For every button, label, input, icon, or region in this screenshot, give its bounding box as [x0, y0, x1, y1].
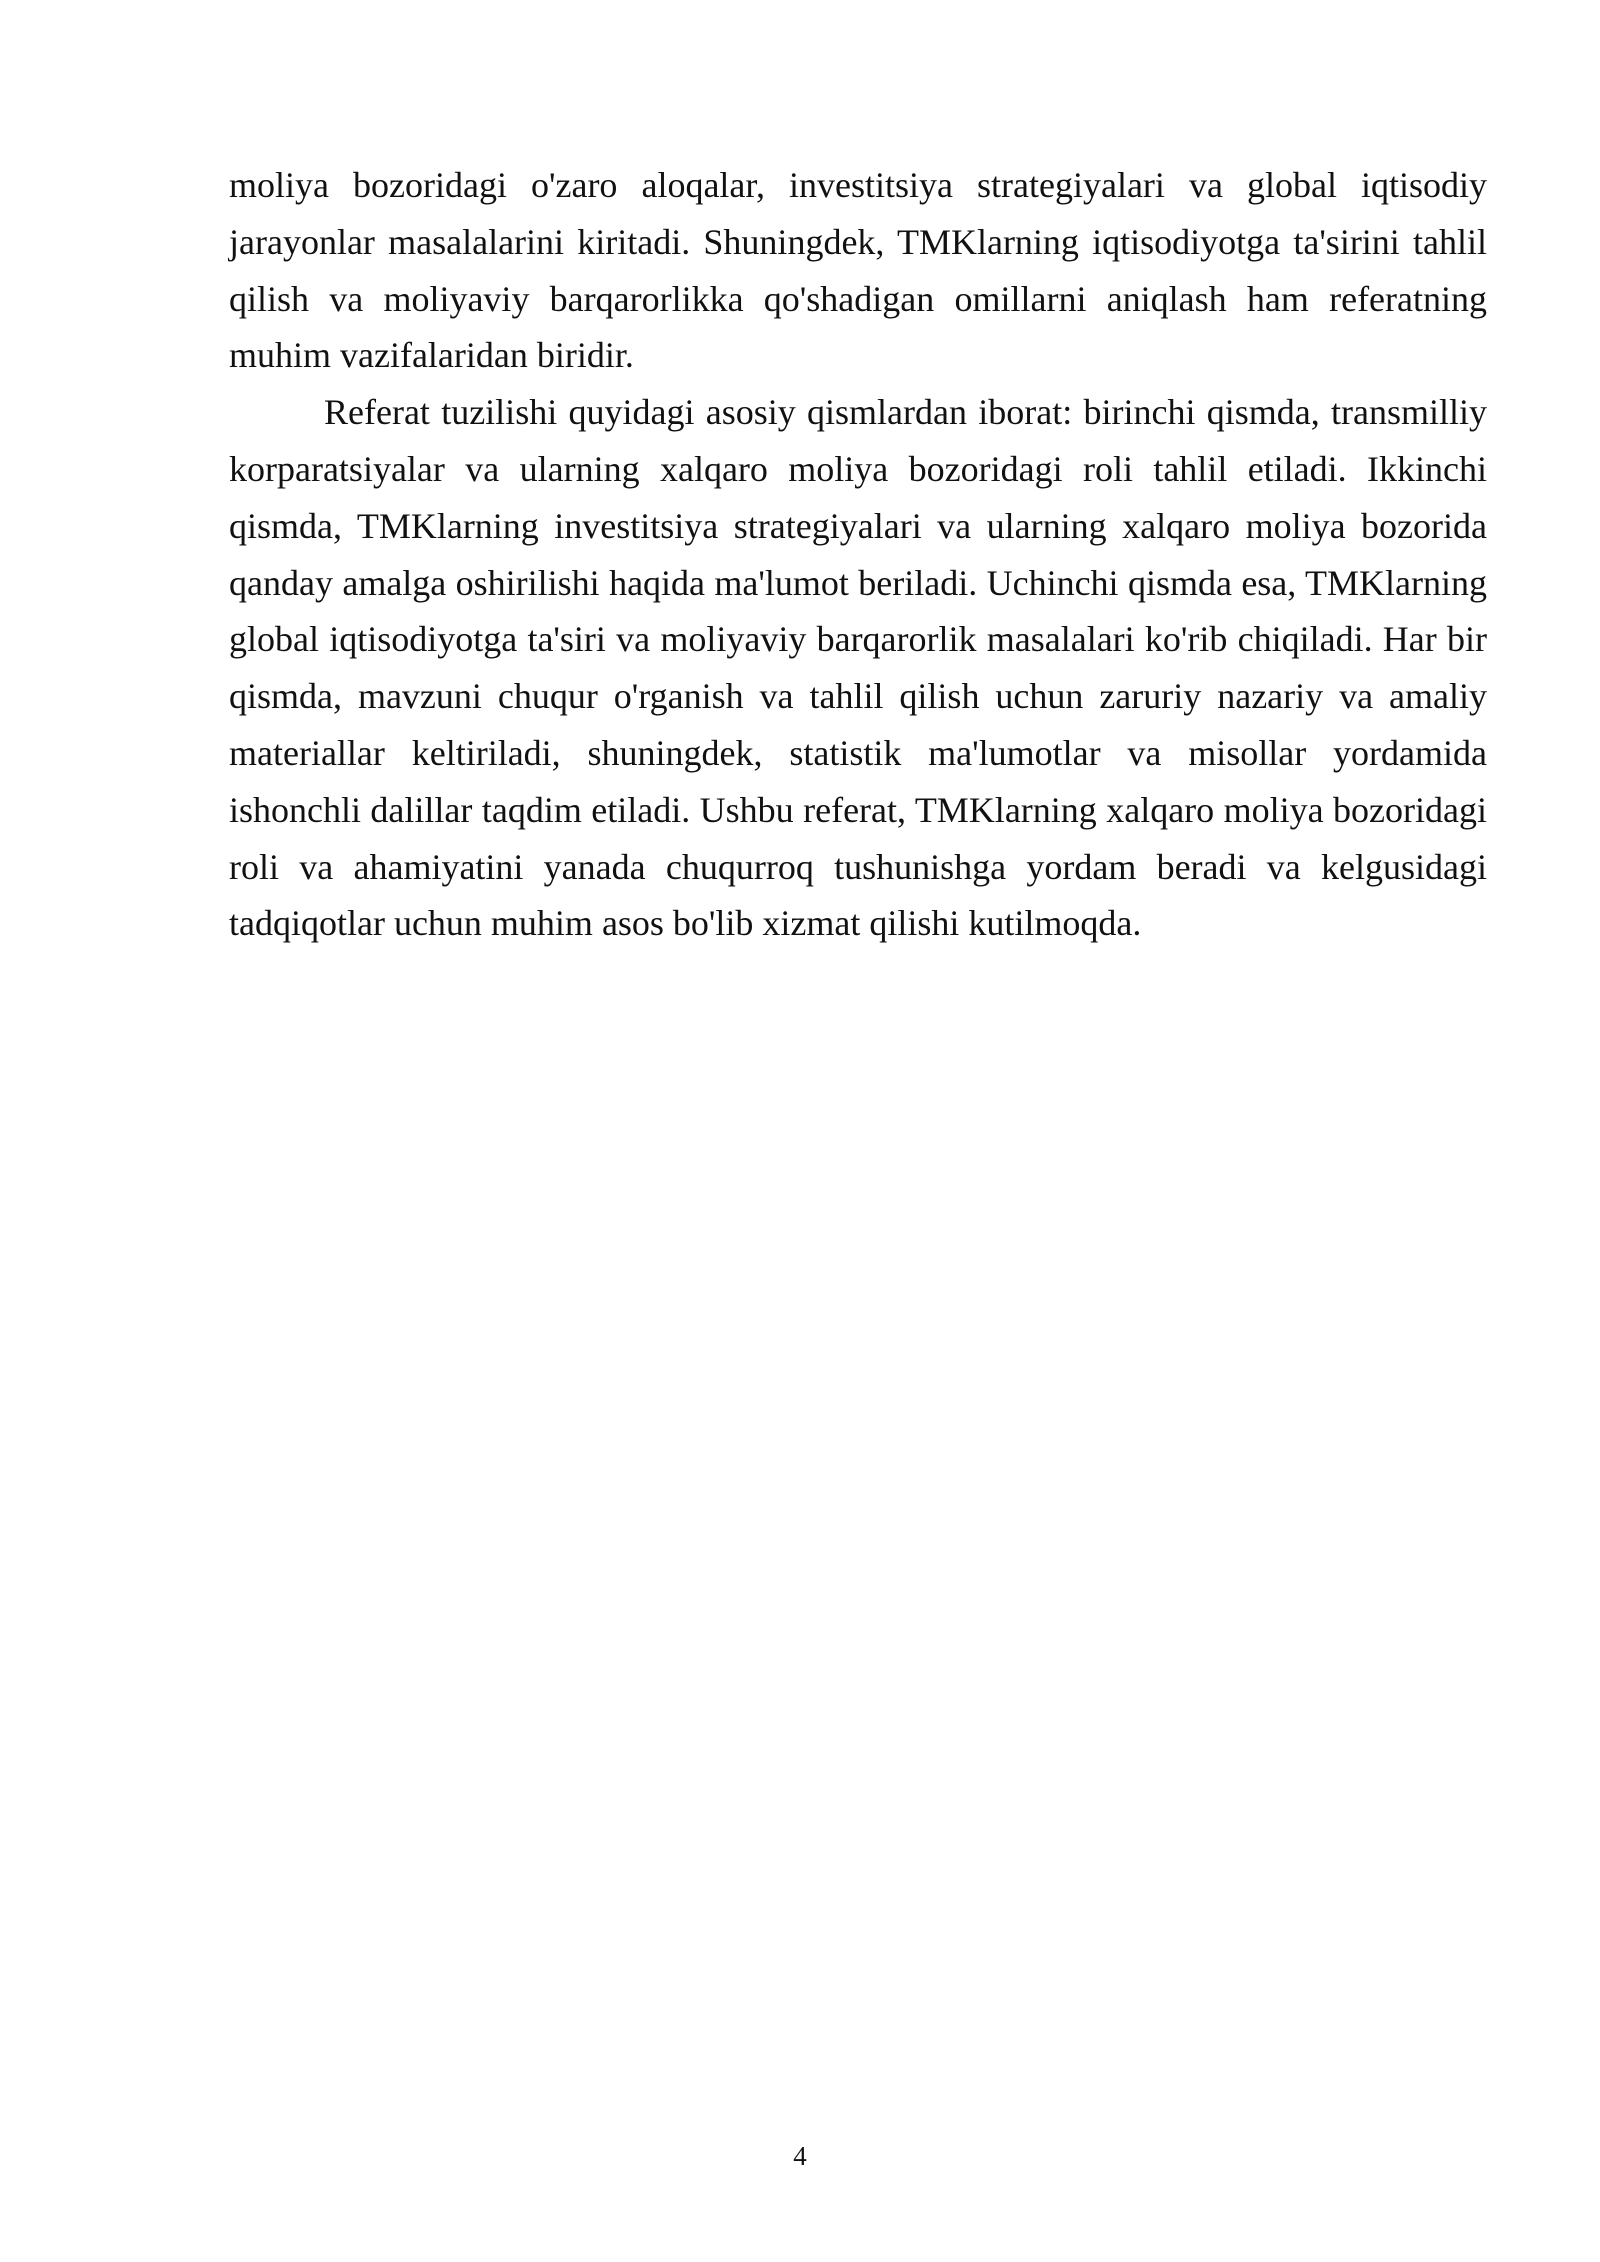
page-content: [229, 157, 1487, 952]
paragraph-continuation: moliya bozoridagi o'zaro aloqalar, investitsiya strategiyalari va global iqtisodiy jarayonlar masalalarini kiritadi. Shuningdek, TMKlarning iqtisodiyotga ta'sirini tahlil qilish va moliyaviy barqarorlikka qo'shadigan omillarni aniqlash ham referatning muhim vazifalaridan biridir.: [229, 165, 1487, 376]
paragraph-structure: Referat tuzilishi quyidagi asosiy qismlardan iborat: birinchi qismda, transmilliy korparatsiyalar va ularning xalqaro moliya bozoridagi roli tahlil etiladi. Ikkinchi qismda, TMKlarning investitsiya strategiyalari va ularning xalqaro moliya bozorida qanday amalga oshirilishi haqida ma'lumot beriladi. Uchinchi qismda esa, TMKlarning global iqtisodiyotga ta'siri va moliyaviy barqarorlik masalalari ko'rib chiqiladi. Har bir qismda, mavzuni chuqur o'rganish va tahlil qilish uchun zaruriy nazariy va amaliy materiallar keltiriladi, shuningdek, statistik ma'lumotlar va misollar yordamida ishonchli dalillar taqdim etiladi. Ushbu referat, TMKlarning xalqaro moliya bozoridagi roli va ahamiyatini yanada chuqurroq tushunishga yordam beradi va kelgusidagi tadqiqotlar uchun muhim asos bo'lib xizmat qilishi kutilmoqda.: [229, 392, 1487, 944]
page-number: 4: [793, 2141, 807, 2171]
